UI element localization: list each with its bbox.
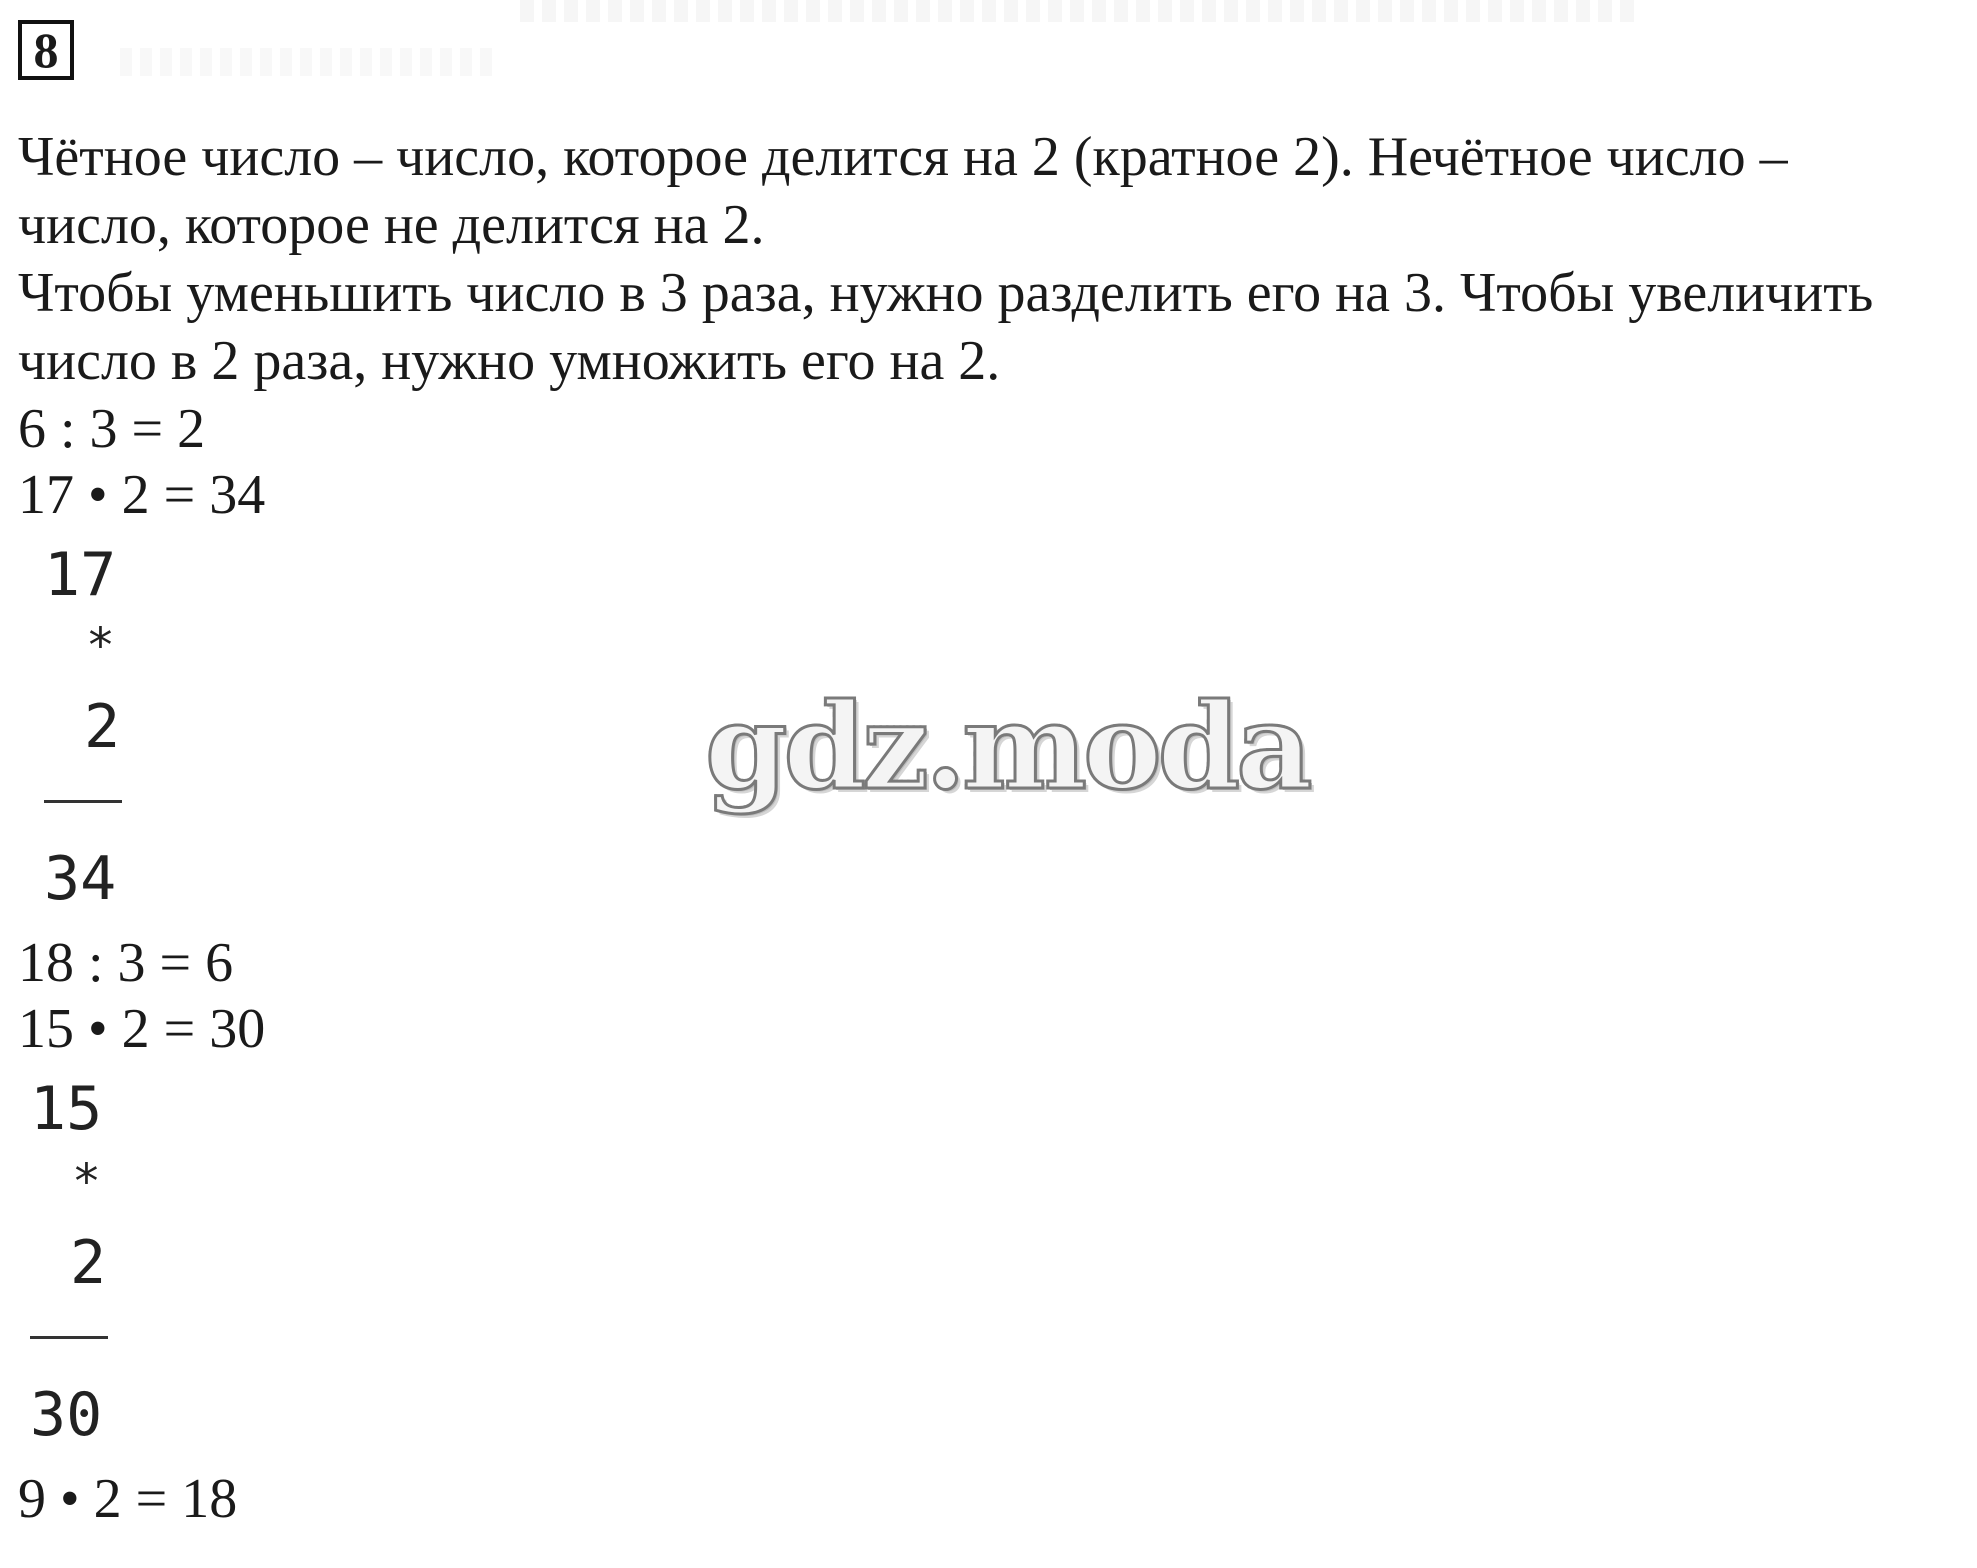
column-calc-1-operator: * [86, 618, 115, 674]
column-calc-1-result: 34 [44, 844, 117, 914]
paragraph-line-4: число в 2 раза, нужно умножить его на 2. [18, 330, 1001, 392]
paragraph-line-3: Чтобы уменьшить число в 3 раза, нужно разделить его на 3. Чтобы увеличить [18, 262, 1874, 324]
equation-2: 17 • 2 = 34 [18, 464, 266, 526]
equation-5: 9 • 2 = 18 [18, 1468, 238, 1530]
column-calc-1-bottom: 2 [84, 692, 121, 762]
task-number-badge: 8 [18, 20, 74, 80]
faint-subheader-artifact [120, 48, 500, 76]
equation-4: 15 • 2 = 30 [18, 998, 266, 1060]
column-calc-2-result: 30 [30, 1380, 103, 1450]
paragraph-line-1: Чётное число – число, которое делится на 2 (кратное 2). Нечётное число – [18, 126, 1788, 188]
column-calc-2-rule [30, 1336, 108, 1339]
paragraph-line-2: число, которое не делится на 2. [18, 194, 765, 256]
faint-header-artifact [520, 0, 1640, 22]
equation-1: 6 : 3 = 2 [18, 398, 206, 460]
column-calc-1-top: 17 [44, 540, 117, 610]
column-calc-1-rule [44, 800, 122, 803]
column-calc-2-bottom: 2 [70, 1228, 107, 1298]
column-calc-2-operator: * [72, 1154, 101, 1210]
watermark-logo: gdz.moda [705, 677, 1309, 816]
equation-3: 18 : 3 = 6 [18, 932, 234, 994]
column-calc-2-top: 15 [30, 1074, 103, 1144]
